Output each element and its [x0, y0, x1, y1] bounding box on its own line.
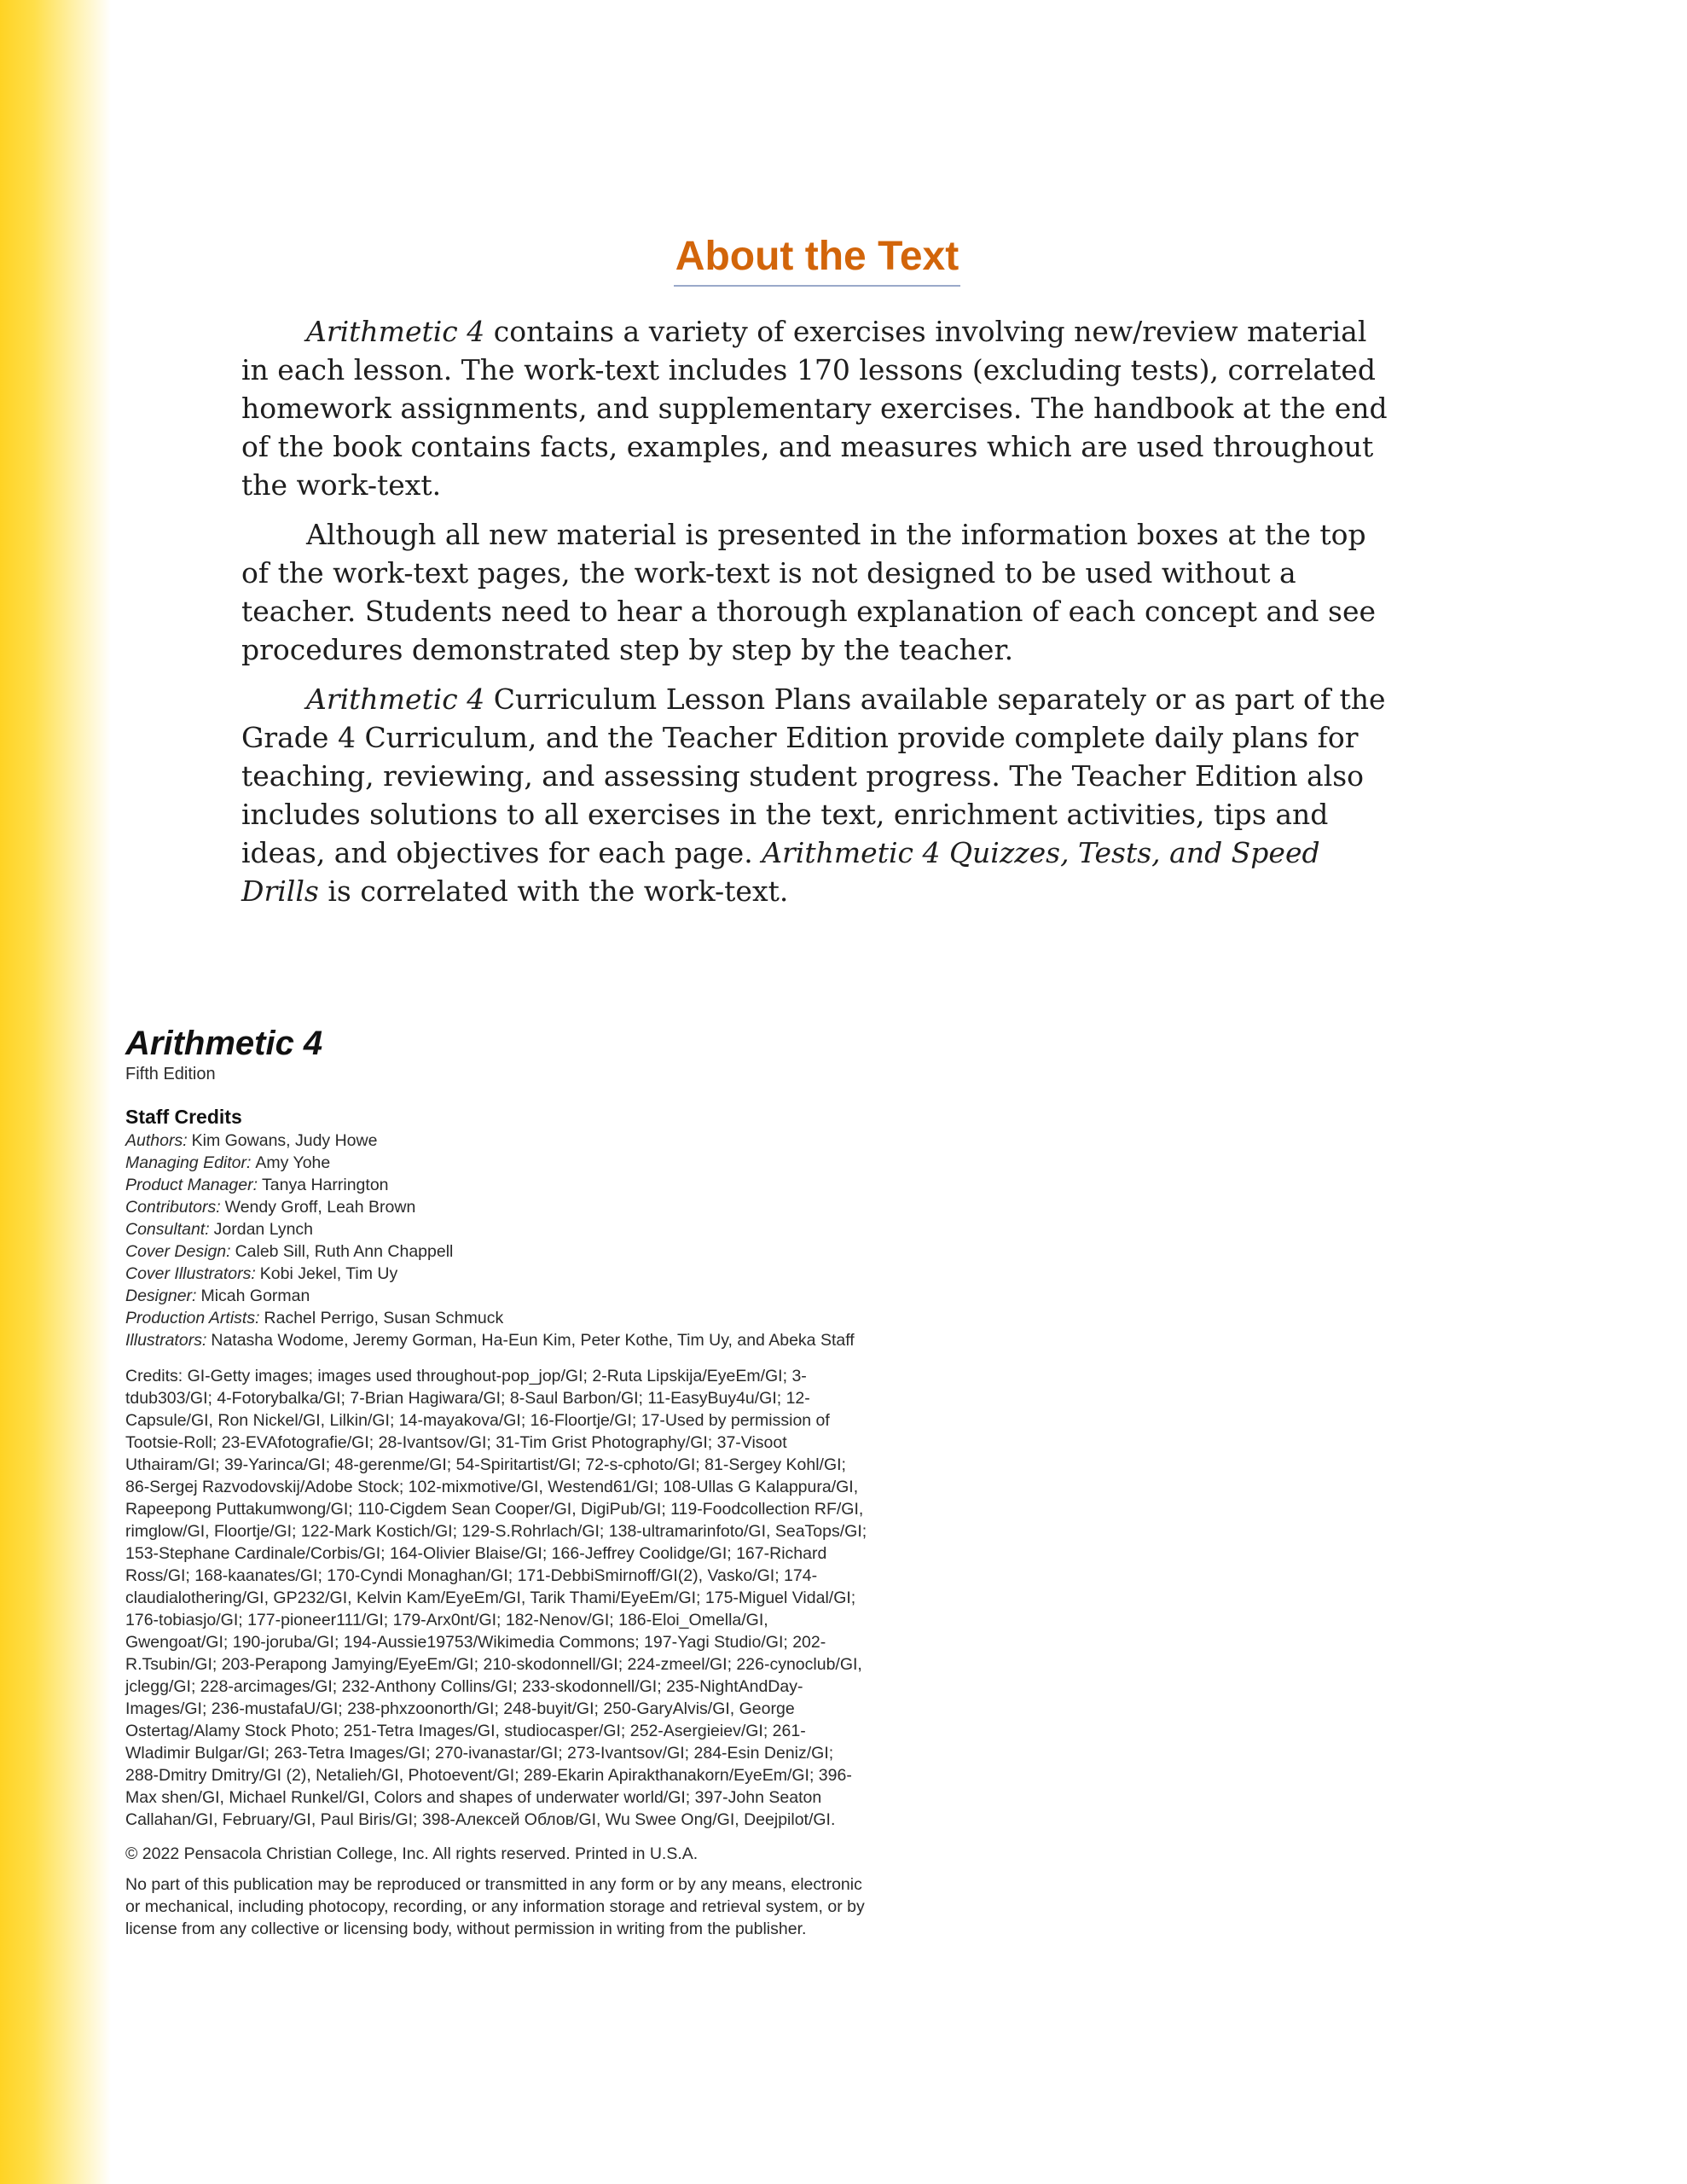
staff-names: Micah Gorman — [200, 1287, 310, 1305]
yellow-side-stripe — [0, 0, 111, 2184]
about-paragraph-3-end: is correlated with the work-text. — [318, 874, 789, 908]
staff-credit-row — [125, 1152, 867, 1174]
staff-names: Caleb Sill, Ruth Ann Chappell — [235, 1242, 454, 1261]
staff-credit-row — [125, 1263, 867, 1285]
staff-role: Managing Editor: — [125, 1153, 252, 1172]
staff-names: Natasha Wodome, Jeremy Gorman, Ha-Eun Kim, Peter Kothe, Tim Uy, and Abeka Staff — [211, 1331, 855, 1350]
book-info-section — [125, 1024, 867, 1940]
staff-role: Designer: — [125, 1287, 197, 1305]
photo-credits: Credits: GI-Getty images; images used throughout-pop_jop/GI; 2-Ruta Lipskija/EyeEm/GI; 3-tdub303/GI; 4-Fotorybalka/GI; 7-Brian Hagiwara/GI; 8-Saul Barbon/GI; 11-EasyBuy4u/GI; 12-Capsule/GI, Ron Nickel/GI, Lilkin/GI; 14-mayakova/GI; 16-Floortje/GI; 17-Used by permission of Tootsie-Roll; 23-EVAfotografie/GI; 28-Ivantsov/GI; 31-Tim Grist Photography/GI; 37-Visoot Uthairam/GI; 39-Yarinca/GI; 48-gerenme/GI; 54-Spiritartist/GI; 72-s-cphoto/GI; 81-Sergey Kohl/GI; 86-Sergej Razvodovskij/Adobe Stock; 102-mixmotive/GI, Westend61/GI; 108-Ullas G Kalappura/GI, Rapeepong Puttakumwong/GI; 110-Cigdem Sean Cooper/GI, DigiPub/GI; 119-Foodcollection RF/GI, rimglow/GI, Floortje/GI; 122-Mark Kostich/GI; 129-S.Rohrlach/GI; 138-ultramarinfoto/GI, SeaTops/GI; 153-Stephane Cardinale/Corbis/GI; 164-Olivier Blaise/GI; 166-Jeffrey Coolidge/GI; 167-Richard Ross/GI; 168-kaanates/GI; 170-Cyndi Monaghan/GI; 171-DebbiSmirnoff/GI(2), Vasko/GI; 174-claudialothering/GI, GP232/GI, Kelvin Kam/EyeEm/GI, Tarik Thami/EyeEm/GI; 175-Miguel Vidal/GI; 176-tobiasjo/GI; 177-pioneer111/GI; 179-Arx0nt/GI; 182-Nenov/GI; 186-Eloi_Omella/GI, Gwengoat/GI; 190-joruba/GI; 194-Aussie19753/Wikimedia Commons; 197-Yagi Studio/GI; 202-R.Tsubin/GI; 203-Perapong Jamying/EyeEm/GI; 210-skodonnell/GI; 224-zmeel/GI; 226-cynoclub/GI, jclegg/GI; 228-arcimages/GI; 232-Anthony Collins/GI; 233-skodonnell/GI; 235-NightAndDay-Images/GI; 236-mustafaU/GI; 238-phxzoonorth/GI; 248-buyit/GI; 250-GaryAlvis/GI, George Ostertag/Alamy Stock Photo; 251-Tetra Images/GI, studiocasper/GI; 252-Asergieiev/GI; 261-Wladimir Bulgar/GI; 263-Tetra Images/GI; 270-ivanastar/GI; 273-Ivantsov/GI; 284-Esin Deniz/GI; 288-Dmitry Dmitry/GI (2), Netalieh/GI, Photoevent/GI; 289-Ekarin Apirakthanakorn/EyeEm/GI; 396-Max shen/GI, Michael Runkel/GI, Colors and shapes of underwater world/GI; 397-John Seaton Callahan/GI, February/GI, Paul Biris/GI; 398-Алексей Облов/GI, Wu Swee Ong/GI, Deejpilot/GI. — [125, 1367, 867, 1829]
staff-role: Illustrators: — [125, 1331, 207, 1350]
staff-role: Production Artists: — [125, 1309, 260, 1327]
staff-names: Amy Yohe — [255, 1153, 331, 1172]
staff-role: Cover Illustrators: — [125, 1264, 256, 1283]
about-paragraph-1-text: contains a variety of exercises involving new/review material in each lesson. The work-text includes 170 lessons (excluding tests), correlated homework assignments, and supplementary exercises. The handbook at the end of the book contains facts, examples, and measures which are used throughout the work-text. — [241, 315, 1388, 502]
staff-names: Kobi Jekel, Tim Uy — [259, 1264, 398, 1283]
staff-credit-row — [125, 1329, 867, 1351]
about-paragraph-3 — [241, 680, 1393, 910]
staff-credit-row — [125, 1174, 867, 1196]
book-title-reference: Arithmetic 4 — [306, 315, 485, 348]
staff-names: Rachel Perrigo, Susan Schmuck — [264, 1309, 504, 1327]
staff-role: Authors: — [125, 1131, 188, 1150]
book-title-reference: Arithmetic 4 — [306, 682, 485, 716]
staff-role: Contributors: — [125, 1198, 221, 1217]
book-title: Arithmetic 4 — [125, 1025, 323, 1062]
rights-notice: No part of this publication may be reproduced or transmitted in any form or by any means, electronic or mechanical, including photocopy, recording, or any information storage and retrieval system, or by license from any collective or licensing body, without permission in writing from the publisher. — [125, 1875, 865, 1938]
staff-credit-row — [125, 1307, 867, 1329]
about-paragraph-2: Although all new material is presented in the information boxes at the top of the work-text pages, the work-text is not designed to be used without a teacher. Students need to hear a thorough explanation of each concept and see procedures demonstrated step by step by the teacher. — [241, 518, 1377, 666]
staff-credit-row — [125, 1130, 867, 1152]
staff-credit-row — [125, 1285, 867, 1307]
about-paragraph-3-text: Curriculum Lesson Plans available separately or as part of the Grade 4 Curriculum, and the Teacher Edition provide complete daily plans for teaching, reviewing, and assessing student progress. The Teacher Edition also includes solutions to all exercises in the text, enrichment activities, tips and ideas, and objectives for each page. — [241, 682, 1386, 869]
staff-names: Tanya Harrington — [262, 1176, 389, 1194]
about-title — [241, 230, 1393, 287]
staff-role: Consultant: — [125, 1220, 210, 1239]
copyright-notice: © 2022 Pensacola Christian College, Inc. All rights reserved. Printed in U.S.A. — [125, 1844, 699, 1863]
staff-names: Kim Gowans, Judy Howe — [191, 1131, 378, 1150]
book-edition: Fifth Edition — [125, 1065, 216, 1083]
staff-role: Product Manager: — [125, 1176, 258, 1194]
staff-credits-list — [125, 1130, 867, 1351]
staff-names: Wendy Groff, Leah Brown — [224, 1198, 416, 1217]
staff-names: Jordan Lynch — [213, 1220, 314, 1239]
staff-credit-row — [125, 1196, 867, 1218]
quizzes-title-reference: Arithmetic 4 Quizzes, Tests, and Speed Drills — [241, 836, 1320, 908]
about-section — [241, 230, 1393, 921]
staff-credit-row — [125, 1218, 867, 1240]
staff-role: Cover Design: — [125, 1242, 231, 1261]
about-paragraph-1 — [241, 312, 1393, 504]
staff-credit-row — [125, 1240, 867, 1263]
about-title-text: About the Text — [674, 230, 960, 287]
staff-credits-heading: Staff Credits — [125, 1106, 242, 1128]
